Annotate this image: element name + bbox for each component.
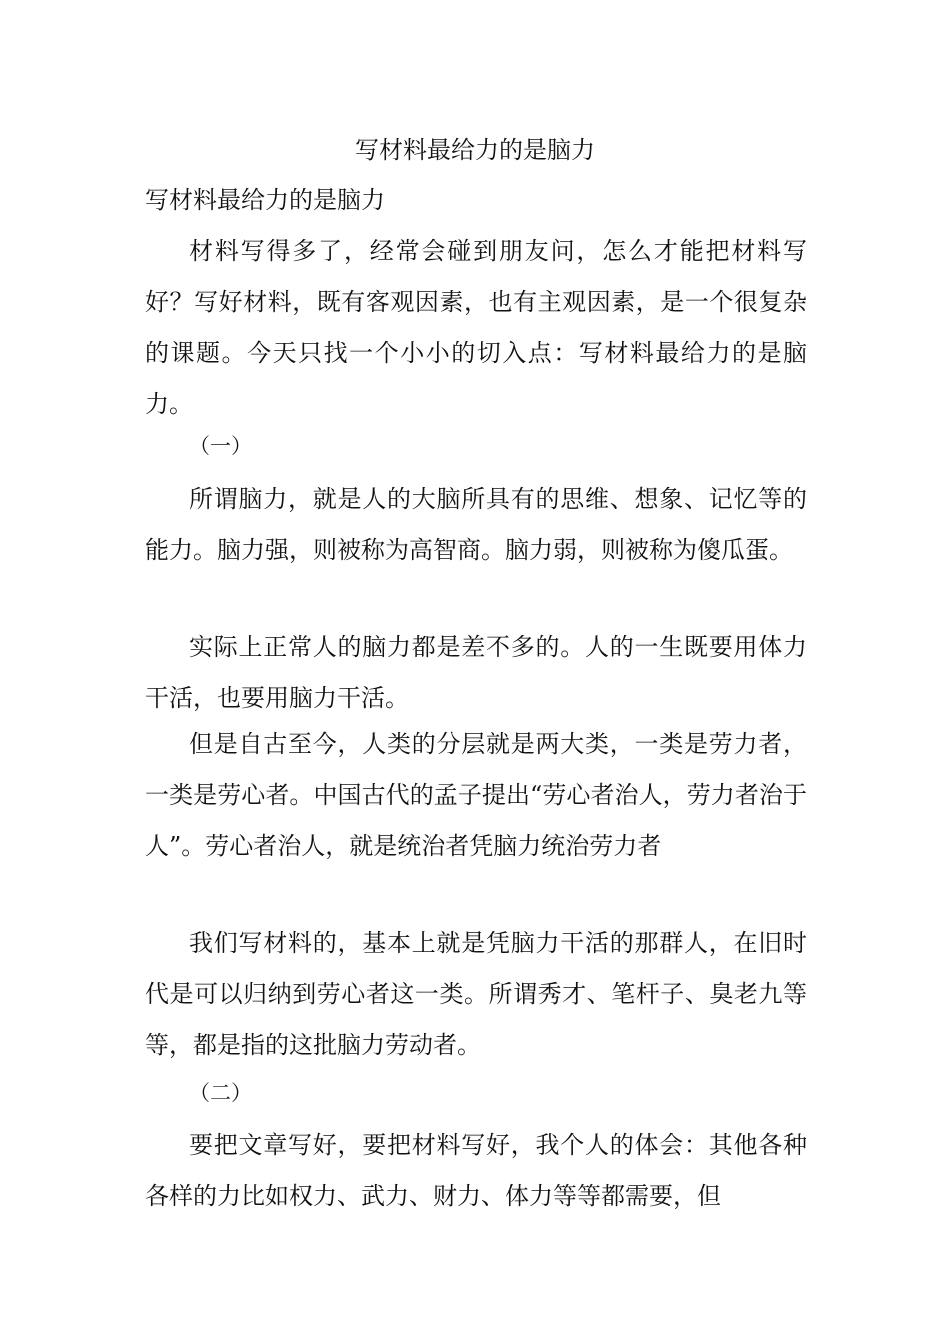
document-subtitle: 写材料最给力的是脑力: [145, 186, 385, 214]
paragraph-writers: 我们写材料的，基本上就是凭脑力干活的那群人，在旧时代是可以归纳到劳心者这一类。所谓秀才、笔杆子、臭老九等等，都是指的这批脑力劳动者。: [145, 929, 807, 1059]
paragraph-writing-well: 要把文章写好，要把材料写好，我个人的体会：其他各种各样的力比如权力、武力、财力、体力等等都需要，但: [145, 1131, 807, 1210]
paragraph-definition: 所谓脑力，就是人的大脑所具有的思维、想象、记忆等的能力。脑力强，则被称为高智商。脑力弱，则被称为傻瓜蛋。: [145, 485, 807, 564]
section-marker-one: （一）: [189, 434, 252, 458]
paragraph-social-classes: 但是自古至今，人类的分层就是两大类，一类是劳力者，一类是劳心者。中国古代的孟子提出“劳心者治人，劳力者治于人”。劳心者治人，就是统治者凭脑力统治劳力者: [145, 730, 807, 860]
paragraph-normal-brainpower: 实际上正常人的脑力都是差不多的。人的一生既要用体力干活，也要用脑力干活。: [145, 633, 807, 712]
section-marker-two: （二）: [189, 1081, 252, 1105]
document-title: 写材料最给力的是脑力: [355, 136, 595, 164]
paragraph-intro: 材料写得多了，经常会碰到朋友问，怎么才能把材料写好？写好材料，既有客观因素，也有主观因素，是一个很复杂的课题。今天只找一个小小的切入点：写材料最给力的是脑力。: [145, 237, 807, 418]
